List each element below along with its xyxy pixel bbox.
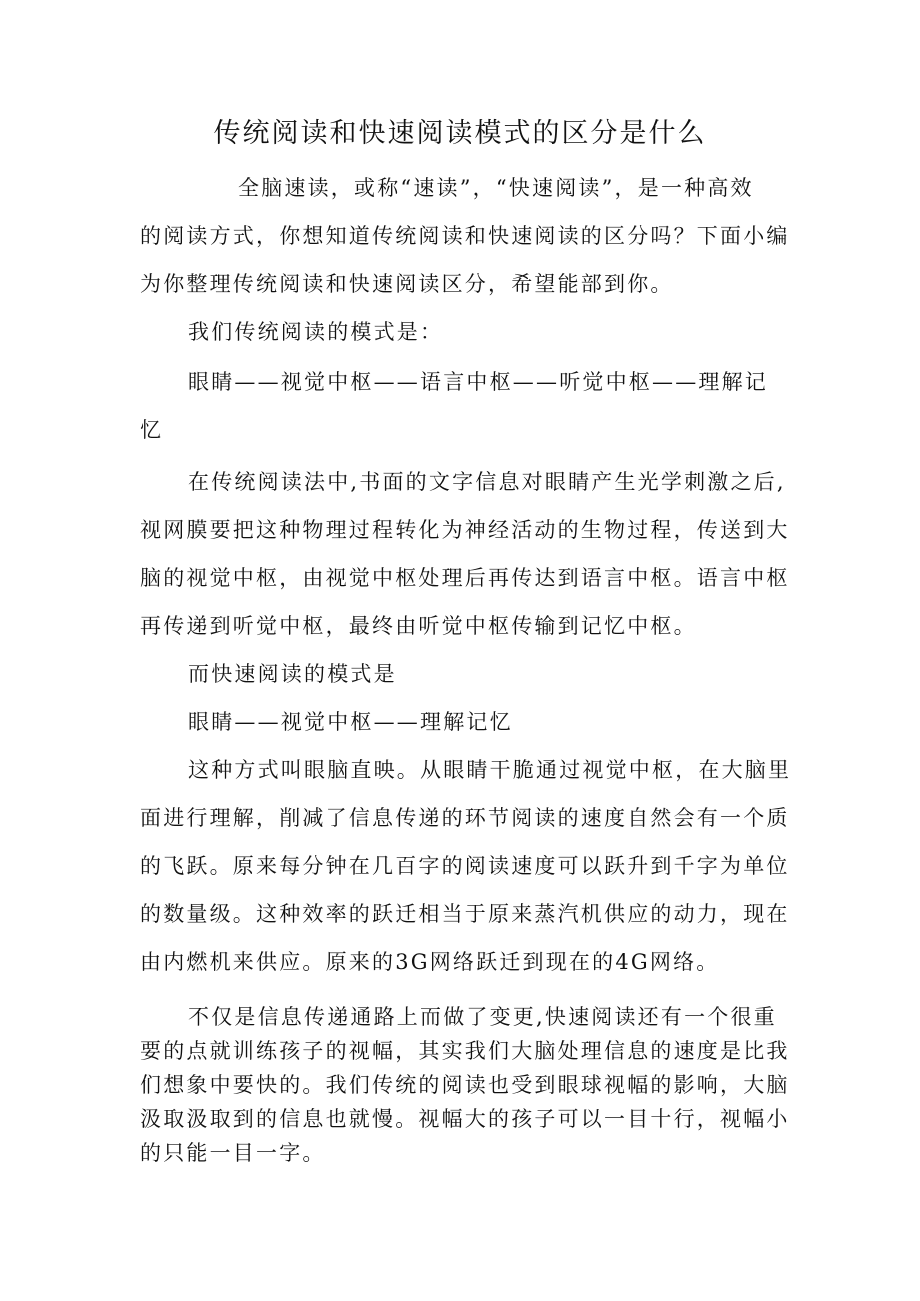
paragraph-line: 忆 xyxy=(140,418,164,442)
document-title: 传统阅读和快速阅读模式的区分是什么 xyxy=(213,118,707,149)
paragraph-intro xyxy=(140,164,790,308)
paragraph-line: 要的点就训练孩子的视幅，其实我们大脑处理信息的速度是比我 xyxy=(140,1039,790,1063)
paragraph-line: 的飞跃。原来每分钟在几百字的阅读速度可以跃升到千字为单位 xyxy=(140,854,790,878)
paragraph-line: 视网膜要把这种物理过程转化为神经活动的生物过程，传送到大 xyxy=(140,518,790,542)
paragraph-line: 的只能一目一字。 xyxy=(140,1141,326,1165)
paragraph-fast-flow xyxy=(140,698,782,746)
paragraph-line: 在传统阅读法中,书面的文字信息对眼睛产生光学刺激之后, xyxy=(188,470,786,494)
paragraph-line: 的阅读方式，你想知道传统阅读和快速阅读的区分吗？下面小编 xyxy=(140,224,790,248)
paragraph-traditional-flow xyxy=(140,358,782,454)
paragraph-fast-explain xyxy=(140,746,792,986)
paragraph-line: 们想象中要快的。我们传统的阅读也受到眼球视幅的影响，大脑 xyxy=(140,1073,790,1097)
paragraph-line: 而快速阅读的模式是 xyxy=(188,662,397,686)
paragraph-line: 不仅是信息传递通路上而做了变更,快速阅读还有一个很重 xyxy=(188,1005,777,1029)
paragraph-line: 的数量级。这种效率的跃迁相当于原来蒸汽机供应的动力，现在 xyxy=(140,902,790,926)
paragraph-line: 这种方式叫眼脑直映。从眼睛干脆通过视觉中枢，在大脑里 xyxy=(188,758,792,782)
paragraph-line: 脑的视觉中枢，由视觉中枢处理后再传达到语言中枢。语言中枢 xyxy=(140,566,790,590)
paragraph-line: 全脑速读，或称“速读”，“快速阅读”，是一种高效 xyxy=(238,176,754,200)
paragraph-fast-heading xyxy=(140,650,782,698)
paragraph-line: 眼睛——视觉中枢——语言中枢——听觉中枢——理解记 xyxy=(188,370,768,394)
paragraph-traditional-explain xyxy=(140,458,790,650)
paragraph-line: 眼睛——视觉中枢——理解记忆 xyxy=(188,710,513,734)
paragraph-line: 为你整理传统阅读和快速阅读区分，希望能部到你。 xyxy=(140,272,674,296)
paragraph-line: 再传递到听觉中枢，最终由听觉中枢传输到记忆中枢。 xyxy=(140,614,697,638)
paragraph-line: 由内燃机来供应。原来的3G网络跃迁到现在的4G网络。 xyxy=(140,950,720,974)
paragraph-line: 我们传统阅读的模式是： xyxy=(188,320,444,344)
paragraph-line: 面进行理解，削减了信息传递的环节阅读的速度自然会有一个质 xyxy=(140,806,790,830)
paragraph-line: 汲取汲取到的信息也就慢。视幅大的孩子可以一目十行，视幅小 xyxy=(140,1107,790,1131)
paragraph-visual-span xyxy=(140,1000,790,1170)
paragraph-traditional-heading xyxy=(140,308,782,356)
